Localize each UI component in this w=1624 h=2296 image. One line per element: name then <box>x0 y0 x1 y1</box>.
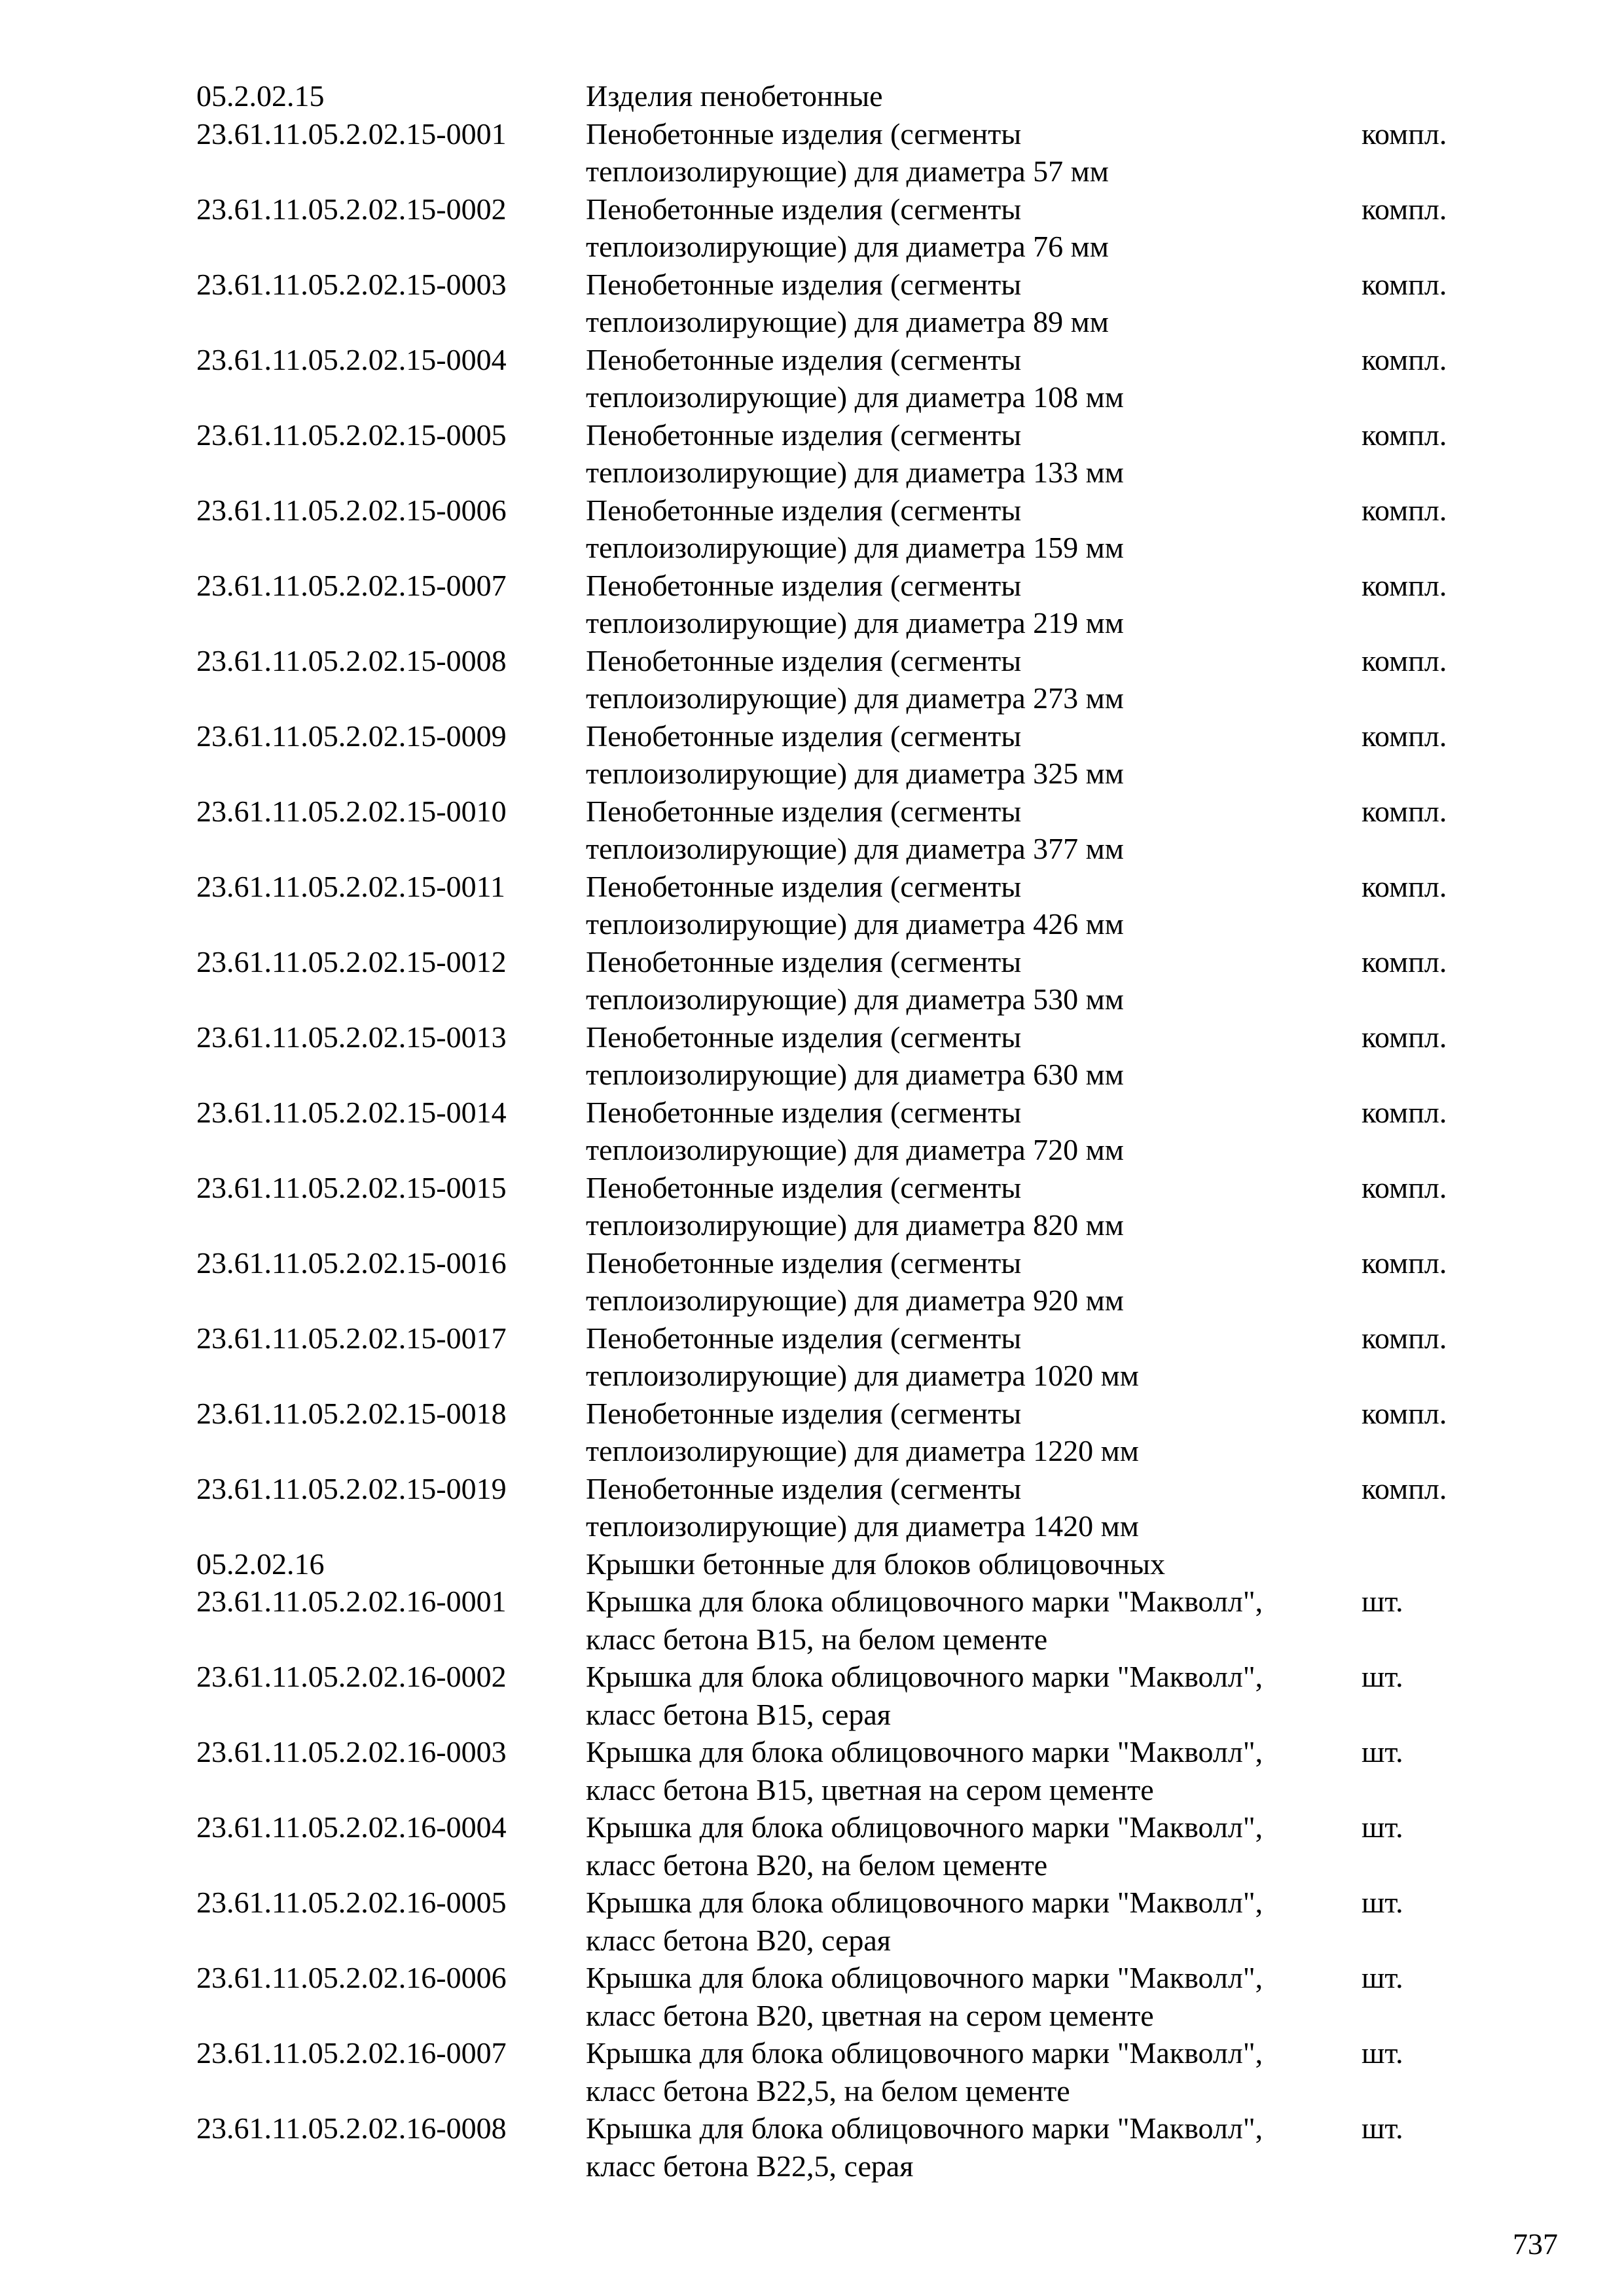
description-line: Пенобетонные изделия (сегменты <box>586 1095 1022 1129</box>
description-line: теплоизолирующие) для диаметра 920 мм <box>586 1283 1124 1317</box>
resource-code: 23.61.11.05.2.02.16-0008 <box>196 2111 507 2145</box>
description-line: Пенобетонные изделия (сегменты <box>586 1321 1022 1355</box>
resource-description <box>586 793 1362 868</box>
resource-description <box>586 266 1362 341</box>
description-line: Пенобетонные изделия (сегменты <box>586 719 1022 753</box>
resource-code: 23.61.11.05.2.02.16-0007 <box>196 2036 507 2070</box>
unit-of-measure: шт. <box>1362 1585 1403 1618</box>
description-line: класс бетона В15, на белом цементе <box>586 1622 1048 1656</box>
resource-code: 23.61.11.05.2.02.15-0016 <box>196 1246 507 1280</box>
resource-description <box>586 1018 1362 1094</box>
resource-code: 23.61.11.05.2.02.15-0015 <box>196 1170 507 1204</box>
catalog-row <box>196 1733 1479 1808</box>
unit-of-measure: шт. <box>1362 2111 1403 2145</box>
catalog-row <box>196 1884 1479 1959</box>
resource-code: 05.2.02.16 <box>196 1547 325 1581</box>
catalog-row <box>196 717 1479 793</box>
catalog-row <box>196 492 1479 567</box>
unit-of-measure: компл. <box>1362 117 1447 151</box>
resource-description <box>586 1733 1362 1808</box>
description-line: Пенобетонные изделия (сегменты <box>586 342 1022 376</box>
resource-code: 23.61.11.05.2.02.16-0006 <box>196 1961 507 1994</box>
section-heading-row <box>196 1545 1479 1583</box>
unit-of-measure: компл. <box>1362 267 1447 301</box>
description-line: теплоизолирующие) для диаметра 76 мм <box>586 230 1109 263</box>
catalog-row <box>196 1094 1479 1169</box>
description-line: Пенобетонные изделия (сегменты <box>586 493 1022 527</box>
description-line: теплоизолирующие) для диаметра 325 мм <box>586 757 1124 790</box>
description-line: класс бетона В15, серая <box>586 1697 891 1731</box>
unit-of-measure: компл. <box>1362 192 1447 226</box>
resource-description <box>586 1094 1362 1169</box>
resource-description <box>586 492 1362 567</box>
description-line: теплоизолирующие) для диаметра 820 мм <box>586 1208 1124 1242</box>
resource-code: 23.61.11.05.2.02.16-0004 <box>196 1810 507 1844</box>
resource-description <box>586 1395 1362 1470</box>
description-line: Пенобетонные изделия (сегменты <box>586 267 1022 301</box>
catalog-row <box>196 416 1479 492</box>
catalog-row <box>196 868 1479 943</box>
description-line: теплоизолирующие) для диаметра 1420 мм <box>586 1509 1139 1543</box>
description-line: теплоизолирующие) для диаметра 219 мм <box>586 606 1124 639</box>
description-line: Крышка для блока облицовочного марки "Макволл", <box>586 1886 1263 1919</box>
resource-code: 23.61.11.05.2.02.15-0003 <box>196 267 507 301</box>
resource-code: 23.61.11.05.2.02.15-0017 <box>196 1321 507 1355</box>
catalog-row <box>196 1959 1479 2034</box>
description-line: Пенобетонные изделия (сегменты <box>586 944 1022 978</box>
resource-description <box>586 943 1362 1018</box>
resource-code: 23.61.11.05.2.02.15-0014 <box>196 1095 507 1129</box>
catalog-row <box>196 1808 1479 1884</box>
resource-code: 23.61.11.05.2.02.15-0010 <box>196 794 507 828</box>
catalog-row <box>196 567 1479 642</box>
catalog-row <box>196 2034 1479 2109</box>
unit-of-measure: шт. <box>1362 1660 1403 1693</box>
resource-description <box>586 341 1362 416</box>
description-line: класс бетона В20, на белом цементе <box>586 1848 1048 1882</box>
unit-of-measure: компл. <box>1362 1321 1447 1355</box>
description-line: теплоизолирующие) для диаметра 630 мм <box>586 1058 1124 1091</box>
description-line: класс бетона В20, серая <box>586 1923 891 1957</box>
resource-description <box>586 2109 1362 2185</box>
description-line: Крышки бетонные для блоков облицовочных <box>586 1547 1166 1581</box>
catalog-entries <box>196 77 1479 2185</box>
resource-description <box>586 1545 1362 1583</box>
resource-description <box>586 1884 1362 1959</box>
unit-of-measure: шт. <box>1362 1735 1403 1768</box>
catalog-row <box>196 2109 1479 2185</box>
unit-of-measure: шт. <box>1362 2036 1403 2070</box>
resource-description <box>586 642 1362 717</box>
resource-code: 23.61.11.05.2.02.15-0012 <box>196 944 507 978</box>
catalog-row <box>196 1018 1479 1094</box>
description-line: Изделия пенобетонные <box>586 79 883 113</box>
unit-of-measure: компл. <box>1362 944 1447 978</box>
unit-of-measure: компл. <box>1362 1396 1447 1430</box>
resource-code: 23.61.11.05.2.02.16-0001 <box>196 1585 507 1618</box>
catalog-row <box>196 1169 1479 1244</box>
unit-of-measure: компл. <box>1362 418 1447 452</box>
description-line: Пенобетонные изделия (сегменты <box>586 1246 1022 1280</box>
resource-description <box>586 2034 1362 2109</box>
catalog-row <box>196 1658 1479 1733</box>
catalog-row <box>196 1244 1479 1319</box>
description-line: теплоизолирующие) для диаметра 159 мм <box>586 531 1124 564</box>
description-line: класс бетона В15, цветная на сером цементе <box>586 1772 1154 1806</box>
resource-code: 23.61.11.05.2.02.16-0003 <box>196 1735 507 1768</box>
unit-of-measure: компл. <box>1362 869 1447 903</box>
unit-of-measure: компл. <box>1362 342 1447 376</box>
unit-of-measure: компл. <box>1362 1020 1447 1054</box>
resource-code: 23.61.11.05.2.02.15-0011 <box>196 869 505 903</box>
description-line: Пенобетонные изделия (сегменты <box>586 117 1022 151</box>
description-line: теплоизолирующие) для диаметра 530 мм <box>586 982 1124 1016</box>
resource-code: 23.61.11.05.2.02.15-0004 <box>196 342 507 376</box>
description-line: Пенобетонные изделия (сегменты <box>586 1471 1022 1505</box>
unit-of-measure: компл. <box>1362 493 1447 527</box>
catalog-row <box>196 1583 1479 1658</box>
unit-of-measure: компл. <box>1362 1170 1447 1204</box>
section-heading-row <box>196 77 1479 115</box>
description-line: теплоизолирующие) для диаметра 57 мм <box>586 154 1109 188</box>
resource-code: 23.61.11.05.2.02.15-0008 <box>196 643 507 677</box>
catalog-row <box>196 1470 1479 1545</box>
resource-code: 05.2.02.15 <box>196 79 325 113</box>
catalog-row <box>196 190 1479 266</box>
description-line: класс бетона В22,5, на белом цементе <box>586 2073 1070 2108</box>
resource-code: 23.61.11.05.2.02.15-0005 <box>196 418 507 452</box>
resource-description <box>586 1583 1362 1658</box>
resource-code: 23.61.11.05.2.02.16-0002 <box>196 1660 507 1693</box>
catalog-row <box>196 266 1479 341</box>
description-line: теплоизолирующие) для диаметра 89 мм <box>586 305 1109 338</box>
description-line: теплоизолирующие) для диаметра 426 мм <box>586 907 1124 941</box>
description-line: Пенобетонные изделия (сегменты <box>586 794 1022 828</box>
catalog-row <box>196 341 1479 416</box>
description-line: класс бетона В22,5, серая <box>586 2149 914 2183</box>
description-line: Пенобетонные изделия (сегменты <box>586 1396 1022 1430</box>
catalog-row <box>196 642 1479 717</box>
resource-description <box>586 1959 1362 2034</box>
description-line: Пенобетонные изделия (сегменты <box>586 192 1022 226</box>
page-number: 737 <box>1513 2227 1558 2261</box>
unit-of-measure: шт. <box>1362 1886 1403 1919</box>
description-line: Пенобетонные изделия (сегменты <box>586 1170 1022 1204</box>
resource-code: 23.61.11.05.2.02.15-0019 <box>196 1471 507 1505</box>
description-line: класс бетона В20, цветная на сером цементе <box>586 1998 1154 2032</box>
unit-of-measure: компл. <box>1362 719 1447 753</box>
description-line: Пенобетонные изделия (сегменты <box>586 643 1022 677</box>
resource-code: 23.61.11.05.2.02.15-0001 <box>196 117 507 151</box>
unit-of-measure: компл. <box>1362 794 1447 828</box>
description-line: Крышка для блока облицовочного марки "Макволл", <box>586 1810 1263 1844</box>
description-line: Крышка для блока облицовочного марки "Макволл", <box>586 1660 1263 1693</box>
description-line: теплоизолирующие) для диаметра 273 мм <box>586 681 1124 715</box>
resource-code: 23.61.11.05.2.02.15-0006 <box>196 493 507 527</box>
resource-code: 23.61.11.05.2.02.15-0007 <box>196 568 507 602</box>
resource-description <box>586 868 1362 943</box>
description-line: Крышка для блока облицовочного марки "Макволл", <box>586 2111 1263 2145</box>
resource-description <box>586 416 1362 492</box>
description-line: теплоизолирующие) для диаметра 1220 мм <box>586 1434 1139 1467</box>
catalog-row <box>196 793 1479 868</box>
description-line: Пенобетонные изделия (сегменты <box>586 568 1022 602</box>
unit-of-measure: компл. <box>1362 568 1447 602</box>
resource-description <box>586 115 1362 190</box>
description-line: теплоизолирующие) для диаметра 108 мм <box>586 380 1124 414</box>
resource-description <box>586 1169 1362 1244</box>
unit-of-measure: шт. <box>1362 1961 1403 1994</box>
catalog-row <box>196 115 1479 190</box>
resource-description <box>586 77 1362 115</box>
description-line: Крышка для блока облицовочного марки "Макволл", <box>586 2036 1263 2070</box>
catalog-row <box>196 1319 1479 1395</box>
unit-of-measure: компл. <box>1362 643 1447 677</box>
resource-description <box>586 1319 1362 1395</box>
resource-code: 23.61.11.05.2.02.15-0002 <box>196 192 507 226</box>
unit-of-measure: компл. <box>1362 1246 1447 1280</box>
resource-code: 23.61.11.05.2.02.15-0018 <box>196 1396 507 1430</box>
catalog-row <box>196 943 1479 1018</box>
resource-description <box>586 1244 1362 1319</box>
resource-description <box>586 1470 1362 1545</box>
description-line: теплоизолирующие) для диаметра 133 мм <box>586 456 1124 489</box>
resource-description <box>586 1808 1362 1884</box>
description-line: Пенобетонные изделия (сегменты <box>586 418 1022 452</box>
description-line: теплоизолирующие) для диаметра 720 мм <box>586 1133 1124 1166</box>
description-line: Крышка для блока облицовочного марки "Макволл", <box>586 1961 1263 1994</box>
resource-description <box>586 717 1362 793</box>
resource-description <box>586 567 1362 642</box>
description-line: Крышка для блока облицовочного марки "Макволл", <box>586 1585 1263 1618</box>
resource-code: 23.61.11.05.2.02.15-0013 <box>196 1020 507 1054</box>
unit-of-measure: компл. <box>1362 1471 1447 1505</box>
description-line: Пенобетонные изделия (сегменты <box>586 1020 1022 1054</box>
resource-description <box>586 190 1362 266</box>
unit-of-measure: шт. <box>1362 1810 1403 1844</box>
description-line: Пенобетонные изделия (сегменты <box>586 869 1022 903</box>
catalog-row <box>196 1395 1479 1470</box>
description-line: теплоизолирующие) для диаметра 377 мм <box>586 832 1124 865</box>
resource-code: 23.61.11.05.2.02.16-0005 <box>196 1886 507 1919</box>
description-line: Крышка для блока облицовочного марки "Макволл", <box>586 1735 1263 1768</box>
description-line: теплоизолирующие) для диаметра 1020 мм <box>586 1359 1139 1392</box>
resource-code: 23.61.11.05.2.02.15-0009 <box>196 719 507 753</box>
unit-of-measure: компл. <box>1362 1095 1447 1129</box>
resource-description <box>586 1658 1362 1733</box>
